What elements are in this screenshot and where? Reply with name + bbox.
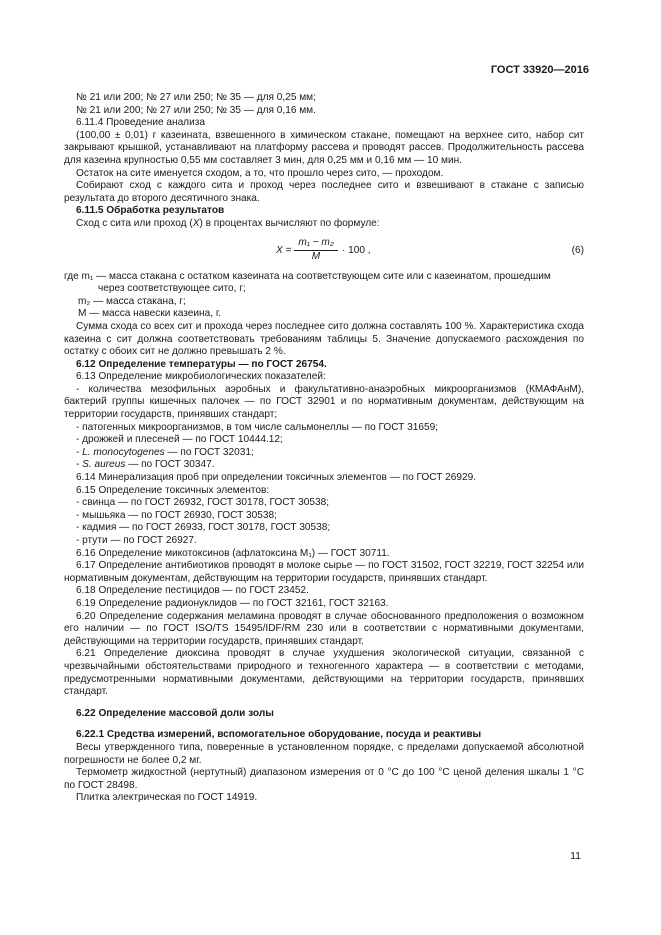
document-body bbox=[64, 92, 584, 805]
paragraph: 6.14 Минерализация проб при определении токсичных элементов — по ГОСТ 26929. bbox=[76, 472, 477, 484]
formula-legend: где m₁ — масса стакана с остатком казеината на соответствующем сите или с казеинатом, прошедшим bbox=[64, 270, 551, 282]
section-heading: 6.22.1 Средства измерений, вспомогательное оборудование, посуда и реактивы bbox=[76, 729, 482, 741]
paragraph: 6.16 Определение микотоксинов (афлатоксина M₁) — ГОСТ 30711. bbox=[76, 547, 390, 559]
paragraph: Собирают сход с каждого сита и проход через последнее сито и взвешивают в стакане с записью результата до второго десятичного знака. bbox=[64, 180, 584, 204]
list-item: - L. monocytogenes — по ГОСТ 32031; bbox=[76, 446, 254, 458]
formula-legend: M — масса навески казеина, г. bbox=[78, 308, 222, 320]
formula-fraction bbox=[294, 237, 338, 264]
formula-numerator: m₁ − m₂ bbox=[294, 237, 338, 252]
paragraph: 6.20 Определение содержания меламина проводят в случае обоснованного предположения о возможном его наличии — по ГОСТ ISO/TS 15495/IDF/RM 230 или в соответствии с нормативными документами, действующими на территории государств, принявших стандарт. bbox=[64, 610, 584, 647]
section-heading: 6.11.5 Обработка результатов bbox=[76, 205, 225, 217]
list-item: - S. aureus — по ГОСТ 30347. bbox=[76, 459, 215, 471]
paragraph: Термометр жидкостной (нертутный) диапазоном измерения от 0 °С до 100 °С ценой деления шкалы 1 °С по ГОСТ 28498. bbox=[64, 767, 584, 791]
section-heading: 6.22 Определение массовой доли золы bbox=[76, 707, 274, 719]
list-item: - количества мезофильных аэробных и факультативно-анаэробных микроорганизмов (КМАФАнМ), бактерий группы кишечных палочек — по ГОСТ 32901 и по нормативным документам, действующим на территории государств, принявших стандарт; bbox=[64, 383, 584, 421]
document-header: ГОСТ 33920—2016 bbox=[490, 64, 589, 76]
paragraph: Плитка электрическая по ГОСТ 14919. bbox=[76, 792, 258, 804]
paragraph: № 21 или 200; № 27 или 250; № 35 — для 0,25 мм; bbox=[76, 92, 316, 103]
paragraph: 6.13 Определение микробиологических показателей: bbox=[76, 371, 326, 383]
paragraph: (100,00 ± 0,01) г казеината, взвешенного в химическом стакане, помещают на верхнее сито, набор сит закрывают крышкой, устанавливают на платформу рассева и проводят рассев. Продолжительность рассева для казеина крупностью 0,55 мм составляет 3 мин, для 0,25 мм и 0,16 мм — 10 мин. bbox=[64, 129, 584, 166]
list-item: - ртути — по ГОСТ 26927. bbox=[76, 535, 197, 546]
section-heading: 6.11.4 Проведение анализа bbox=[76, 117, 205, 129]
paragraph: 6.17 Определение антибиотиков проводят в молоке сырье — по ГОСТ 31502, ГОСТ 32219, ГОСТ 32254 или нормативным документам, действующим на территории государств, принявших стандарт. bbox=[64, 560, 584, 584]
list-item: - дрожжей и плесеней — по ГОСТ 10444.12; bbox=[76, 434, 283, 446]
formula-denominator: M bbox=[311, 251, 321, 263]
paragraph: Сход с сита или проход (X) в процентах вычисляют по формуле: bbox=[76, 217, 380, 229]
list-item: - патогенных микроорганизмов, в том числе сальмонеллы — по ГОСТ 31659; bbox=[76, 421, 439, 433]
paragraph: 6.19 Определение радионуклидов — по ГОСТ 32161, ГОСТ 32163. bbox=[76, 597, 389, 609]
paragraph: Сумма схода со всех сит и прохода через последнее сито должна составлять 100 %. Характеристика схода казеина с сит должна соответствовать требованиям таблицы 5. Значение допускаемого расхождения по остатку с обоих сит не должно превышать 2 %. bbox=[64, 320, 584, 358]
list-item: - мышьяка — по ГОСТ 26930, ГОСТ 30538; bbox=[76, 509, 277, 521]
formula-number: (6) bbox=[571, 244, 584, 256]
paragraph: Весы утвержденного типа, поверенные в установленном порядке, с пределами допускаемой абсолютной погрешности не более 0,2 мг. bbox=[64, 741, 584, 766]
formula-multiplier: · 100 , bbox=[342, 244, 371, 256]
paragraph: 6.21 Определение диоксина проводят в случае ухудшения экологической ситуации, связанной с чрезвычайными обстоятельствами природного и техногенного характера — в соответствии с методами, предусмотренными нормативными документами, действующими на территории государств, принявших стандарт. bbox=[64, 648, 584, 698]
formula-lhs: X = bbox=[276, 244, 292, 256]
paragraph: № 21 или 200; № 27 или 250; № 35 — для 0,16 мм. bbox=[76, 104, 316, 116]
paragraph: 6.15 Определение токсичных элементов: bbox=[76, 484, 270, 496]
section-heading: 6.12 Определение температуры — по ГОСТ 26754. bbox=[76, 358, 327, 370]
list-item: - кадмия — по ГОСТ 26933, ГОСТ 30178, ГОСТ 30538; bbox=[76, 522, 331, 534]
list-item: - свинца — по ГОСТ 26932, ГОСТ 30178, ГОСТ 30538; bbox=[76, 497, 330, 509]
paragraph: Остаток на сите именуется сходом, а то, что прошло через сито, — проходом. bbox=[76, 167, 444, 179]
page-number: 11 bbox=[570, 850, 581, 862]
formula-legend: через соответствующее сито, г; bbox=[98, 283, 246, 295]
paragraph: 6.18 Определение пестицидов — по ГОСТ 23452. bbox=[76, 585, 309, 597]
formula-legend: m₂ — масса стакана, г; bbox=[78, 295, 186, 307]
formula-6 bbox=[64, 237, 584, 269]
